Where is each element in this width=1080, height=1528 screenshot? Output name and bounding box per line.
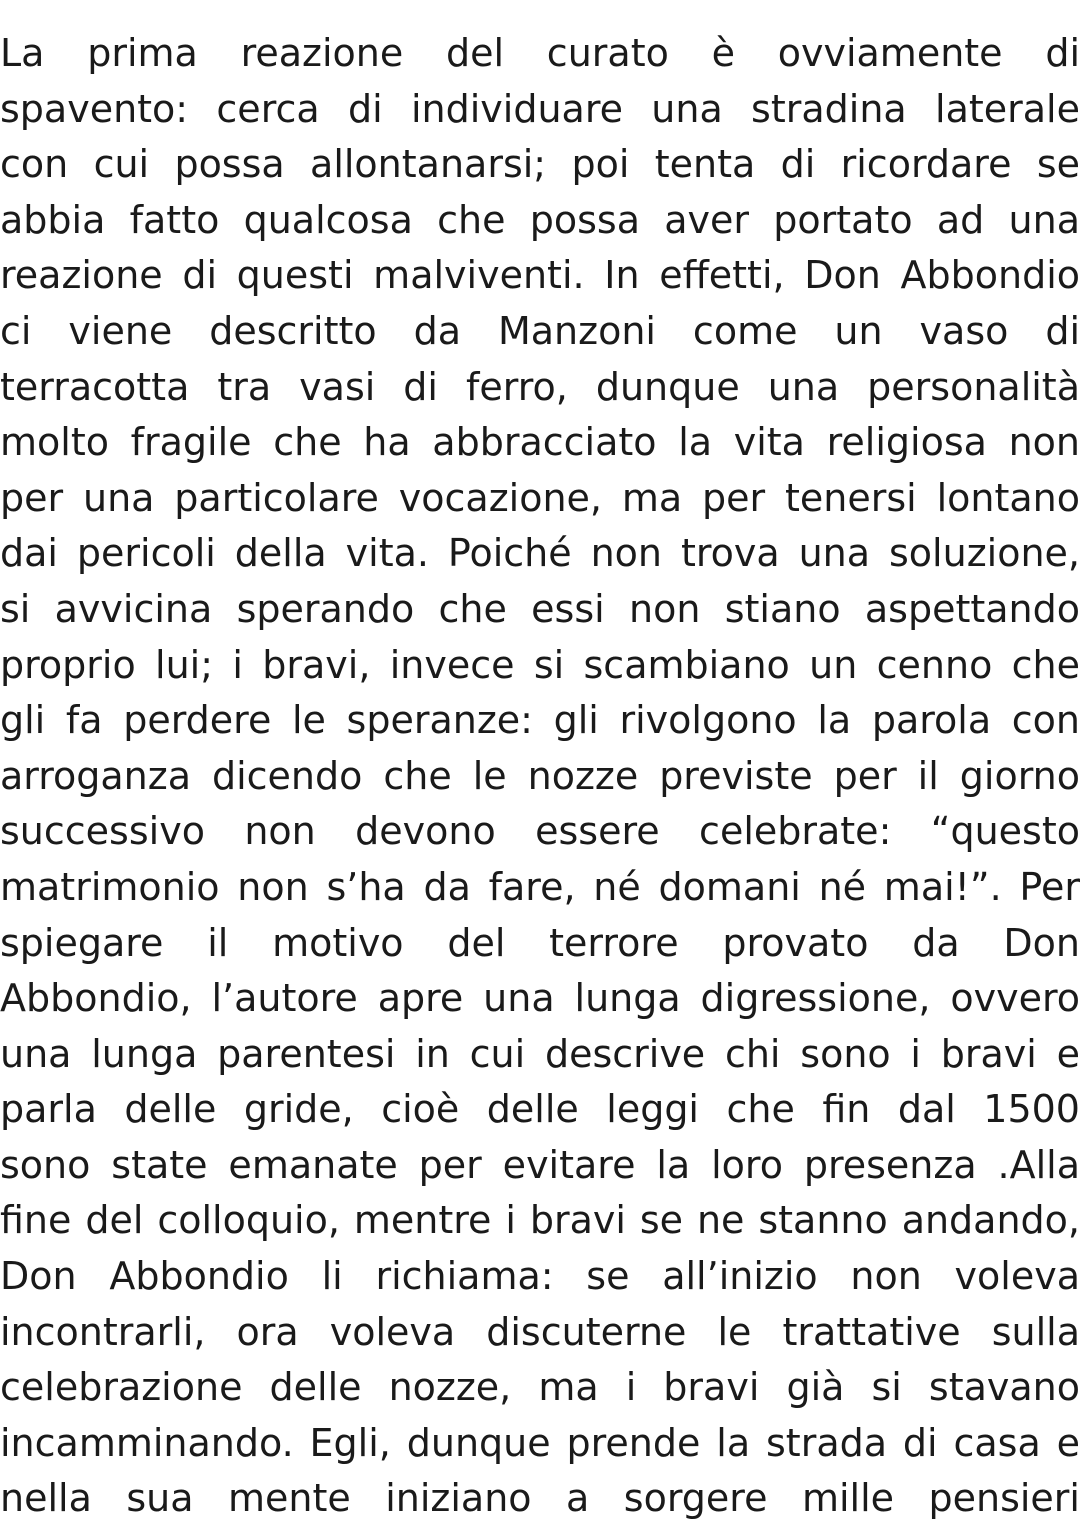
text-line: arroganza dicendo che le nozze previste per il giorno: [0, 753, 1080, 798]
text-line: proprio lui; i bravi, invece si scambiano un cenno che: [0, 642, 1080, 687]
text-line: dai pericoli della vita. Poiché non trova una soluzione,: [0, 531, 1080, 576]
text-line: Abbondio, l’autore apre una lunga digressione, ovvero: [0, 976, 1080, 1021]
text-line: gli fa perdere le speranze: gli rivolgono la parola con: [0, 698, 1080, 743]
text-line: nella sua mente iniziano a sorgere mille pensieri: [0, 1476, 1080, 1521]
text-line: spiegare il motivo del terrore provato da Don: [0, 920, 1080, 965]
text-line: con cui possa allontanarsi; poi tenta di ricordare se: [0, 142, 1080, 187]
text-line: una lunga parentesi in cui descrive chi sono i bravi e: [0, 1031, 1080, 1076]
text-line: ci viene descritto da Manzoni come un vaso di: [0, 308, 1080, 353]
text-line: per una particolare vocazione, ma per tenersi lontano: [0, 475, 1080, 520]
text-line: matrimonio non s’ha da fare, né domani né mai!”. Per: [0, 864, 1080, 909]
text-line: terracotta tra vasi di ferro, dunque una personalità: [0, 364, 1080, 409]
text-line: spavento: cerca di individuare una stradina laterale: [0, 86, 1080, 131]
text-line: parla delle gride, cioè delle leggi che fin dal 1500: [0, 1087, 1080, 1132]
text-line: Don Abbondio li richiama: se all’inizio non voleva: [0, 1254, 1080, 1299]
text-line: incamminando. Egli, dunque prende la strada di casa e: [0, 1420, 1080, 1465]
text-line: celebrazione delle nozze, ma i bravi già si stavano: [0, 1365, 1080, 1410]
text-line: sono state emanate per evitare la loro presenza .Alla: [0, 1142, 1080, 1187]
text-line: fine del colloquio, mentre i bravi se ne stanno andando,: [0, 1198, 1080, 1243]
text-line: successivo non devono essere celebrate: “questo: [0, 809, 1080, 854]
text-line: reazione di questi malviventi. In effetti, Don Abbondio: [0, 253, 1080, 298]
text-line: La prima reazione del curato è ovviamente di: [0, 31, 1080, 75]
text-line: abbia fatto qualcosa che possa aver portato ad una: [0, 197, 1080, 242]
document-page: [0, 26, 1080, 1527]
text-line: si avvicina sperando che essi non stiano aspettando: [0, 586, 1080, 631]
text-line: incontrarli, ora voleva discuterne le trattative sulla: [0, 1309, 1080, 1354]
text-line: molto fragile che ha abbracciato la vita religiosa non: [0, 420, 1080, 465]
